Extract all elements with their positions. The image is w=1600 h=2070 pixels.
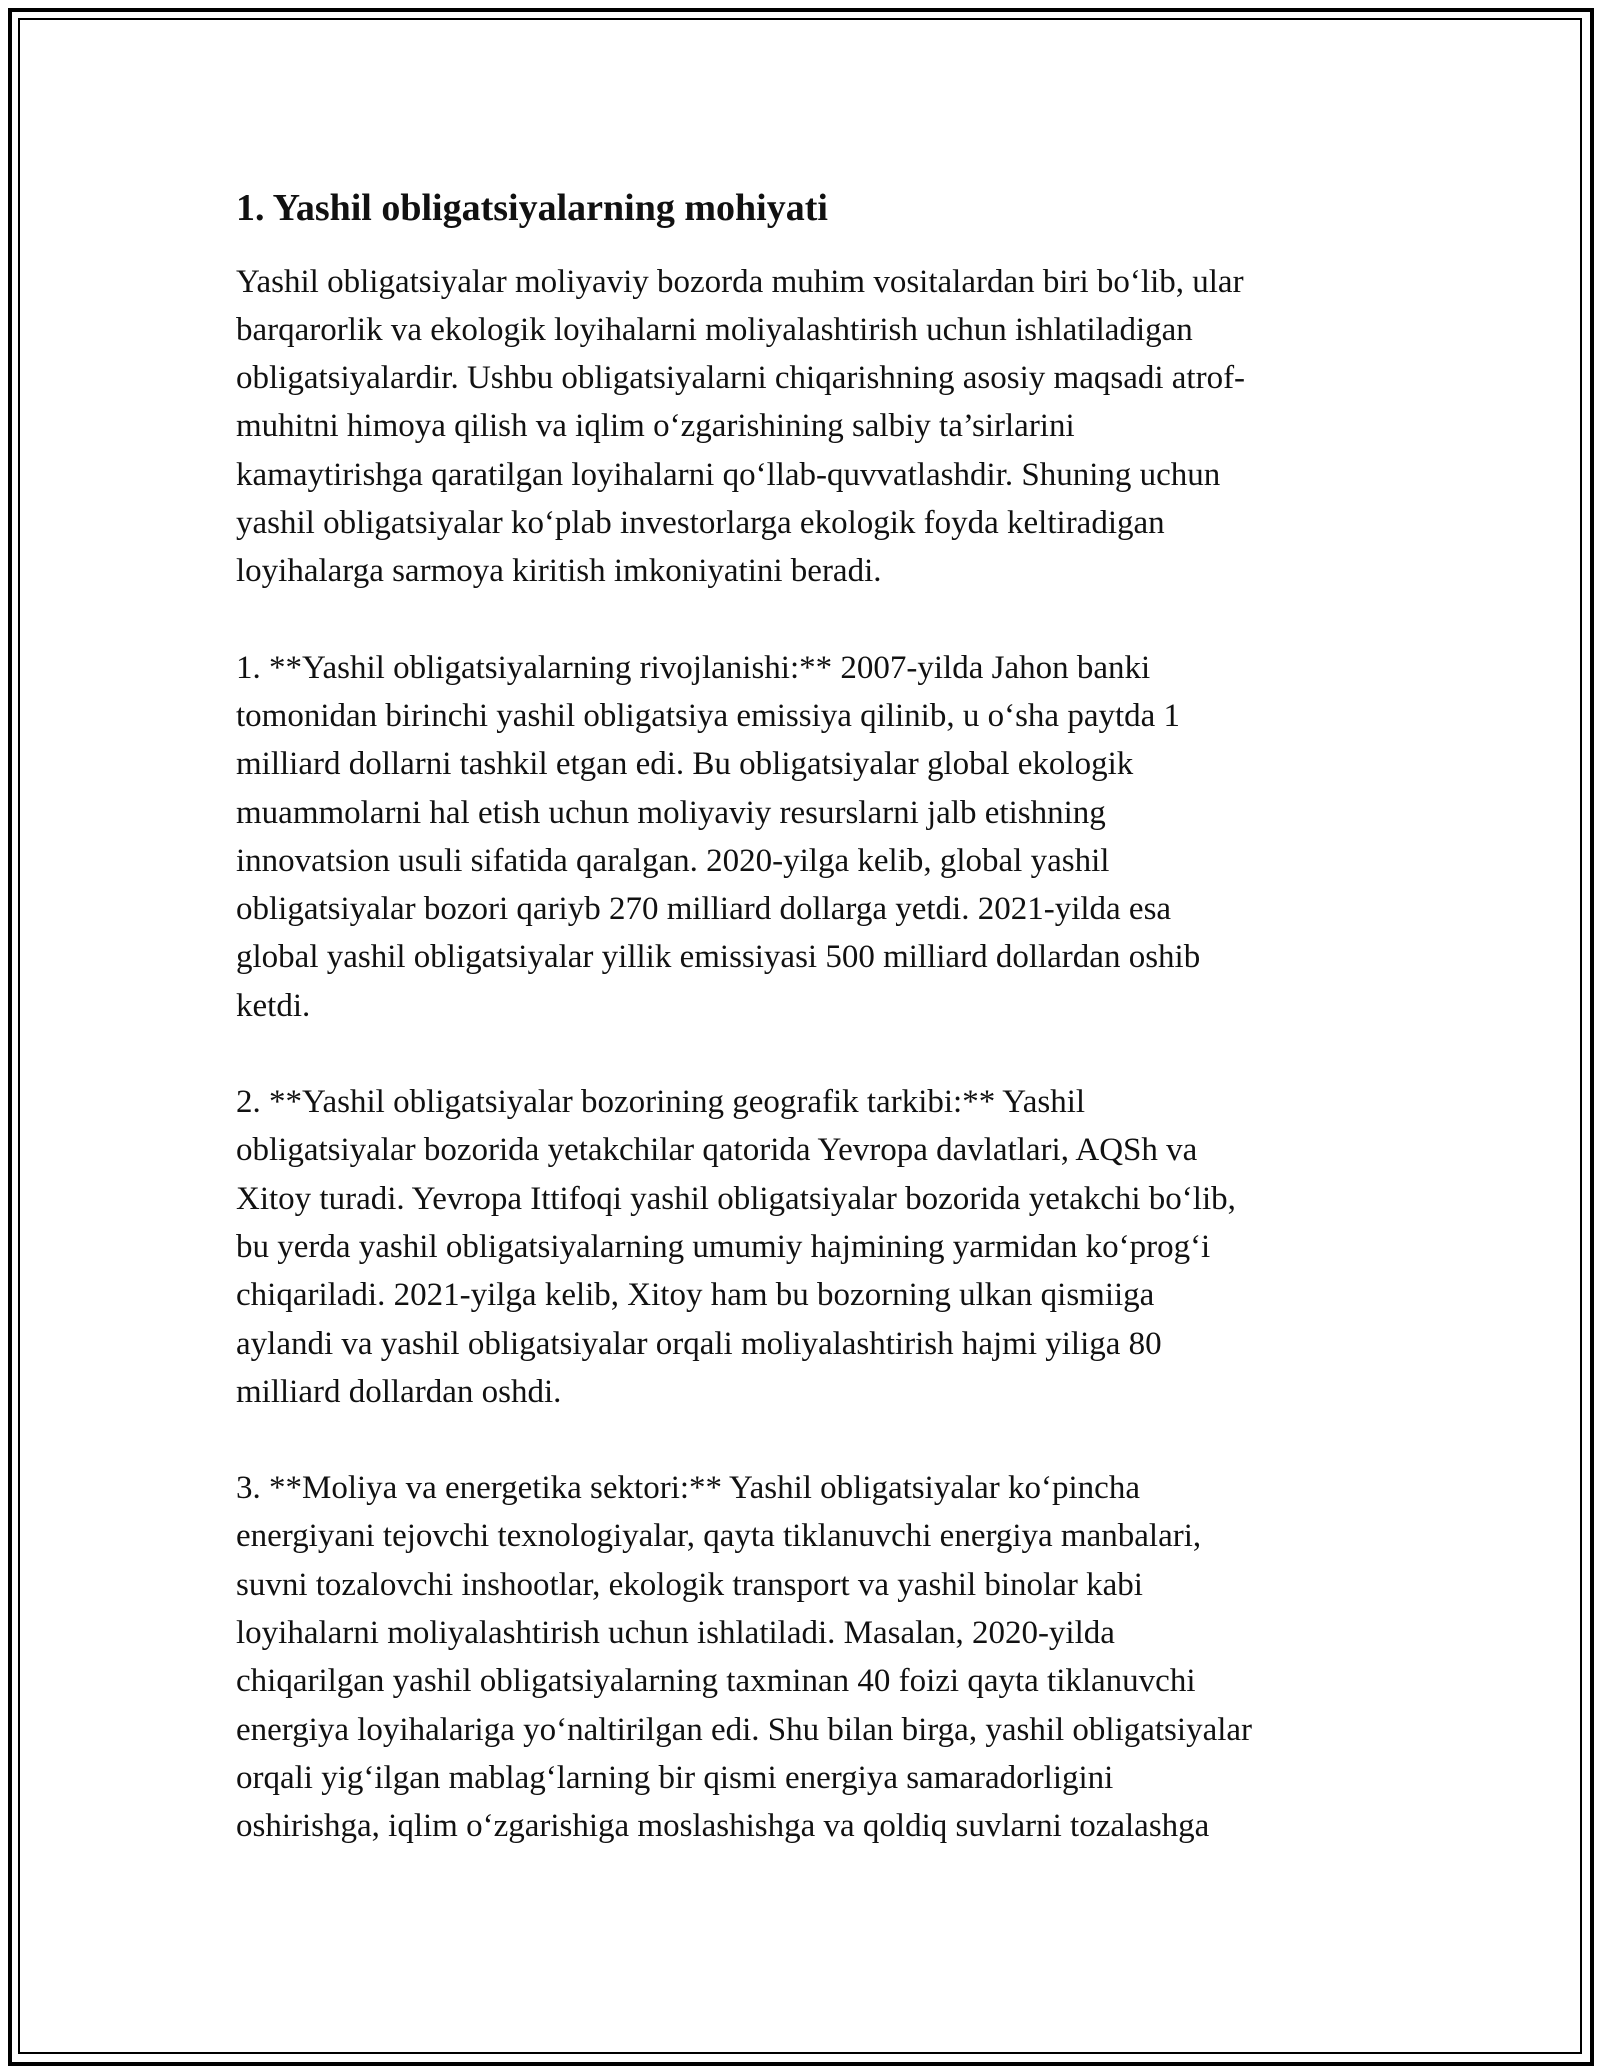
paragraph-item-3: 3. **Moliya va energetika sektori:** Yashil obligatsiyalar ko‘pincha energiyani tejovchi texnologiyalar, qayta tiklanuvchi energiya manbalari, suvni tozalovchi inshootlar, ekologik transport va yashil binolar kabi loyihalarni moliyalashtirish uchun ishlatiladi. Masalan, 2020-yilda chiqarilgan yashil obligatsiyalarning taxminan 40 foizi qayta tiklanuvchi energiya loyihalariga yo‘naltirilgan edi. Shu bilan birga, yashil obligatsiyalar orqali yig‘ilgan mablag‘larning bir qismi energiya samaradorligini oshirishga, iqlim o‘zgarishiga moslashishga va qoldiq suvlarni tozalashga <box>236 1470 1253 1845</box>
document-body <box>236 186 1376 1899</box>
paragraph-item-2: 2. **Yashil obligatsiyalar bozorining geografik tarkibi:** Yashil obligatsiyalar bozorida yetakchilar qatorida Yevropa davlatlari, AQSh va Xitoy turadi. Yevropa Ittifoqi yashil obligatsiyalar bozorida yetakchi bo‘lib, bu yerda yashil obligatsiyalarning umumiy hajmining yarmidan ko‘prog‘i chiqariladi. 2021-yilga kelib, Xitoy ham bu bozorning ulkan qismiiga aylandi va yashil obligatsiyalar orqali moliyalashtirish hajmi yiliga 80 milliard dollardan oshdi. <box>236 1084 1236 1410</box>
paragraph-item-1: 1. **Yashil obligatsiyalarning rivojlanishi:** 2007-yilda Jahon banki tomonidan birinchi yashil obligatsiya emissiya qilinib, u o‘sha paytda 1 milliard dollarni tashkil etgan edi. Bu obligatsiyalar global ekologik muammolarni hal etish uchun moliyaviy resurslarni jalb etishning innovatsion usuli sifatida qaralgan. 2020-yilga kelib, global yashil obligatsiyalar bozori qariyb 270 milliard dollarga yetdi. 2021-yilda esa global yashil obligatsiyalar yillik emissiyasi 500 milliard dollardan oshib ketdi. <box>236 649 1201 1024</box>
paragraph-intro: Yashil obligatsiyalar moliyaviy bozorda muhim vositalardan biri bo‘lib, ular barqarorlik va ekologik loyihalarni moliyalashtirish uchun ishlatiladigan obligatsiyalardir. Ushbu obligatsiyalarni chiqarishning asosiy maqsadi atrof- muhitni himoya qilish va iqlim o‘zgarishining salbiy ta’sirlarini kamaytirishga qaratilgan loyihalarni qo‘llab-quvvatlashdir. Shuning uchun yashil obligatsiyalar ko‘plab investorlarga ekologik foyda keltiradigan loyihalarga sarmoya kiritish imkoniyatini beradi. <box>236 263 1246 590</box>
section-title: 1. Yashil obligatsiyalarning mohiyati <box>236 187 828 229</box>
